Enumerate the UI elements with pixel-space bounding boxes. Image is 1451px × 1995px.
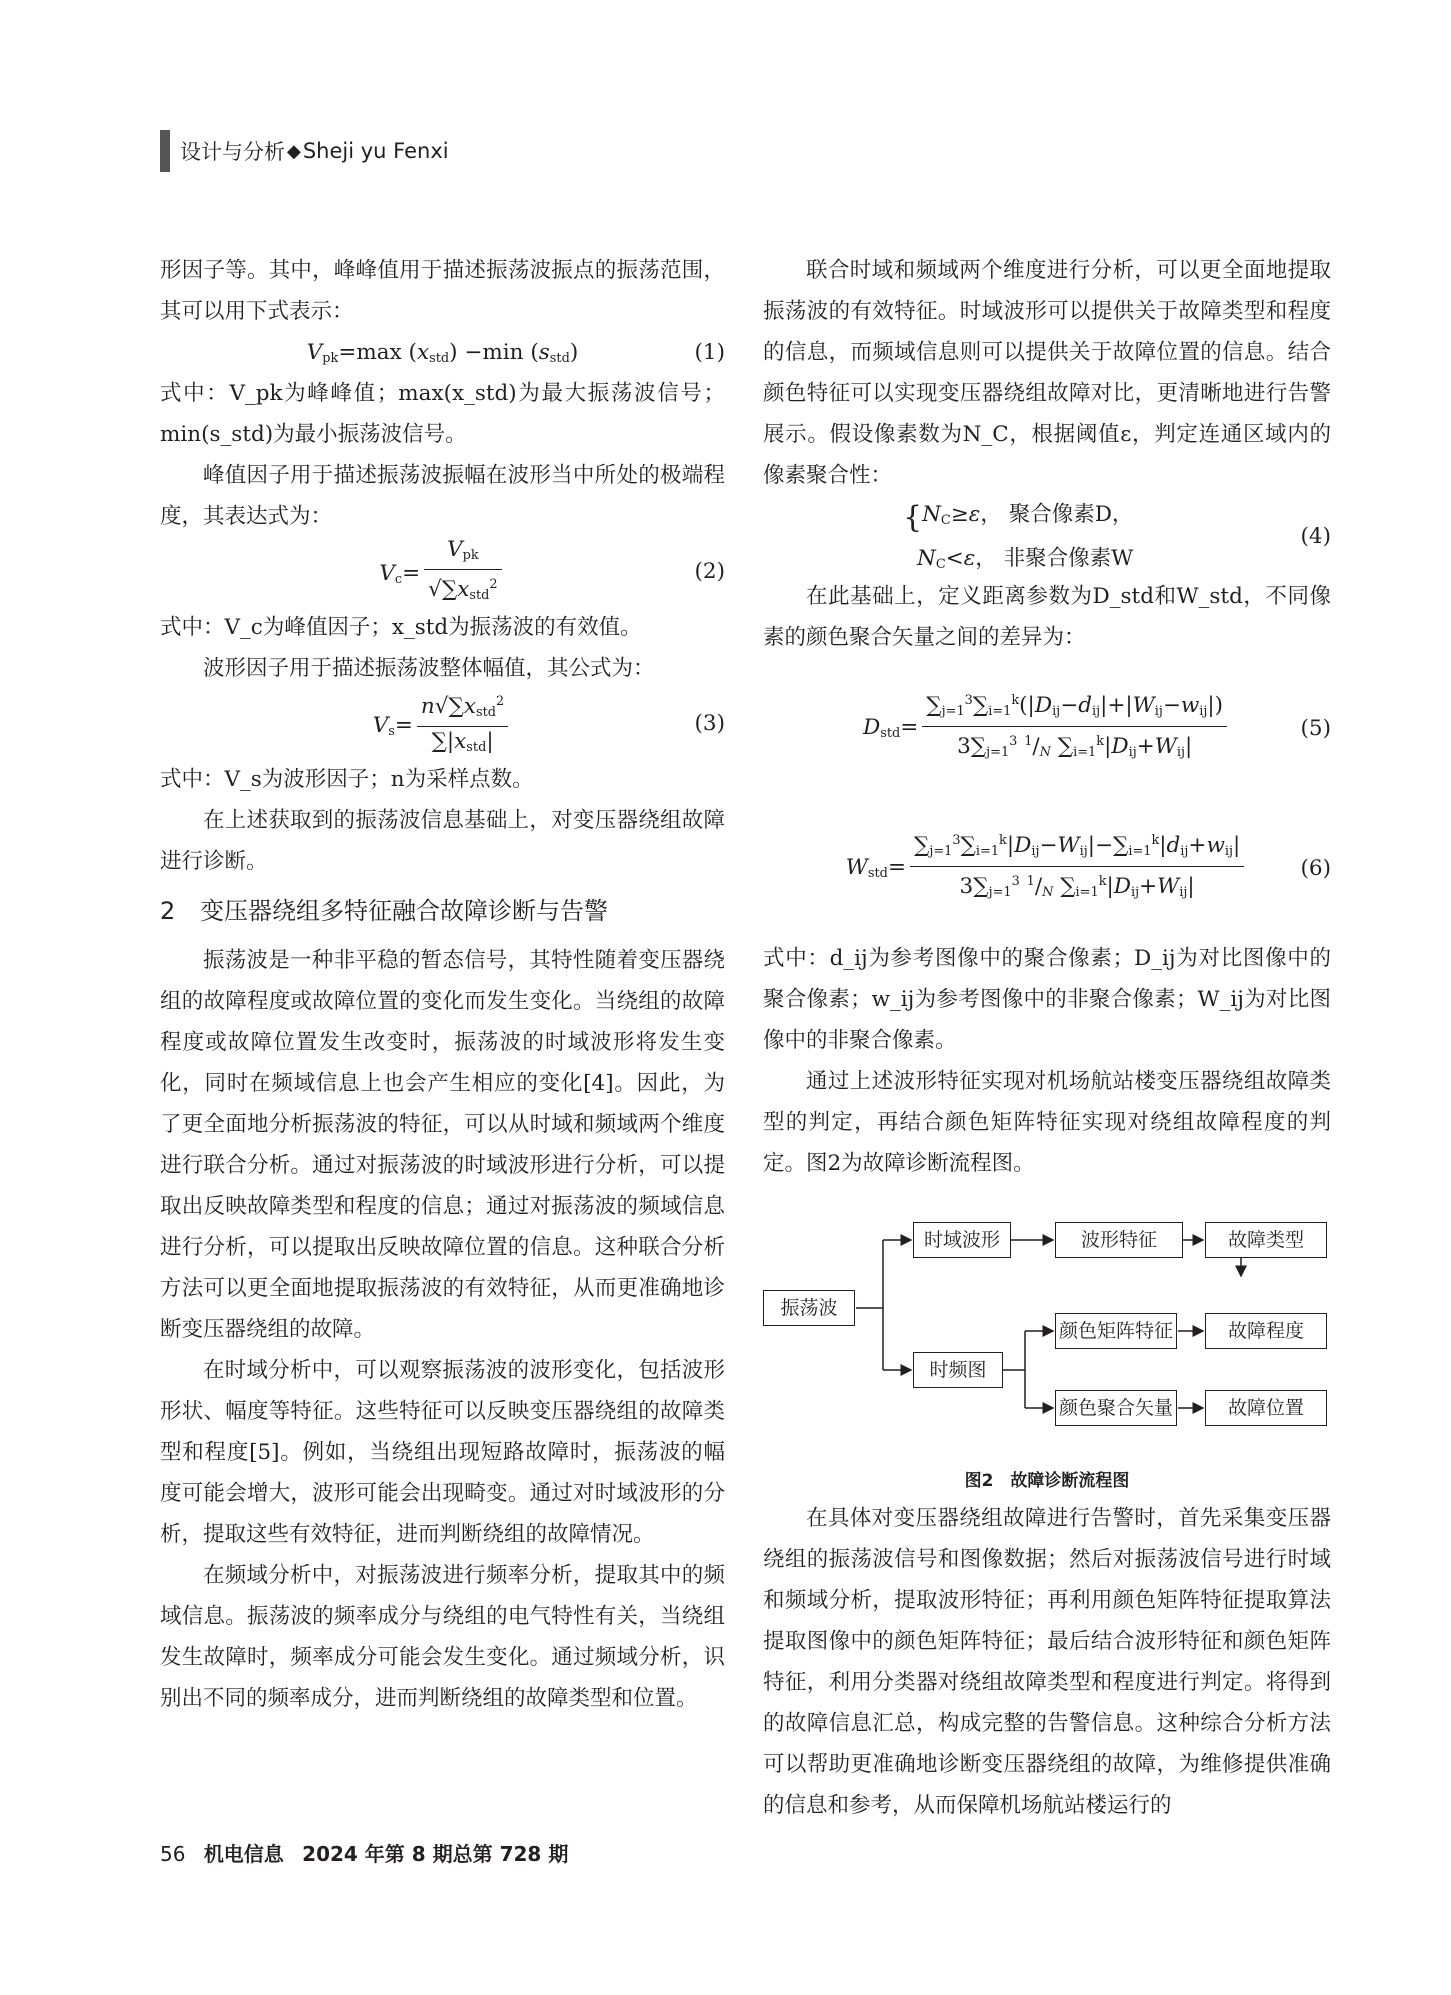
paragraph: 通过上述波形特征实现对机场航站楼变压器绕组故障类型的判定，再结合颜色矩阵特征实现对绕组故障程度的判定。图2为故障诊断流程图。 [763,1069,1331,1176]
figure-2-flowchart [763,1198,1331,1458]
equation-body: $V_c=$ $\frac{V_{pk}}{√\sum x_{std}^2}$ [160,537,725,615]
running-header [160,128,449,174]
node-time-domain: 时域波形 [913,1222,1011,1258]
page-footer [160,1838,568,1867]
equation-4 [763,496,1331,576]
diamond-icon: ◆ [287,140,301,162]
paragraph: 在频域分析中，对振荡波进行频率分析，提取其中的频域信息。振荡波的频率成分与绕组的电气特性有关，当绕组发生故障时，频率成分可能会发生变化。通过频域分析，识别出不同的频率成分，进而判断绕组的故障类型和位置。 [160,1563,725,1711]
equation-number: (2) [694,559,725,584]
equation-body: $V_{pk}=\max$ $(x_{std}) -\min$ $(s_{std})$ [306,340,579,366]
equation-body: $D_{std}=$ $\frac{\sum_{j=1}^3\sum_{i=1}^k(|D_{ij}-d_{ij}|+|W_{ij}-w_{ij}|)}{3\sum_{j=1}^3 ^1/_N \sum_{i=1}^k|D_{ij}+W_{ij}|}$ [763,658,1331,804]
paragraph: 联合时域和频域两个维度进行分析，可以更全面地提取振荡波的有效特征。时域波形可以提供关于故障类型和程度的信息，而频域信息则可以提供关于故障位置的信息。结合颜色特征可以实现变压器绕组故障对比，更清晰地进行告警展示。假设像素数为N_C，根据阈值ε，判定连通区域内的像素聚合性： [763,258,1331,488]
node-fault-type: 故障类型 [1205,1222,1327,1258]
header-section-pinyin: Sheji yu Fenxi [302,139,449,163]
page-number: 56 [160,1842,186,1866]
node-color-vector: 颜色聚合矢量 [1055,1390,1177,1426]
left-column [160,250,725,1719]
equation-3 [160,689,725,759]
equation-1 [160,332,725,373]
header-section-cn: 设计与分析 [180,140,285,164]
equation-6 [763,798,1331,938]
header-bar [160,130,170,172]
equation-body: {$N_C\ge\varepsilon$， 聚合像素D， $N_C<\varepsilon$， 非聚合像素W [903,500,1134,572]
node-color-matrix: 颜色矩阵特征 [1055,1313,1177,1349]
section-number: 2 [160,897,176,925]
figure-caption: 图2 故障诊断流程图 [964,1471,1130,1491]
equation-body: $V_s=$ $\frac{n√\sum x_{std}^2}{\sum|x_{std}|}$ [160,689,725,767]
paragraph: 在时域分析中，可以观察振荡波的波形变化，包括波形形状、幅度等特征。这些特征可以反映变压器绕组的故障类型和程度[5]。例如，当绕组出现短路故障时，振荡波的幅度可能会增大，波形可能会出现畸变。通过对时域波形的分析，提取这些有效特征，进而判断绕组的故障情况。 [160,1358,725,1547]
node-fault-location: 故障位置 [1205,1390,1327,1426]
paragraph: 在上述获取到的振荡波信息基础上，对变压器绕组故障进行诊断。 [160,808,725,874]
journal-name: 机电信息 [203,1842,284,1866]
node-fault-degree: 故障程度 [1205,1313,1327,1349]
journal-issue: 2024 年第 8 期总第 728 期 [302,1842,569,1866]
node-time-frequency: 时频图 [913,1352,1003,1388]
paragraph: 式中：d_ij为参考图像中的聚合像素；D_ij为对比图像中的聚合像素；w_ij为参考图像中的非聚合像素；W_ij为对比图像中的非聚合像素。 [763,946,1331,1053]
paragraph: 峰值因子用于描述振荡波振幅在波形当中所处的极端程度，其表达式为： [160,463,725,529]
paragraph: 形因子等。其中，峰峰值用于描述振荡波振点的振荡范围，其可以用下式表示： [160,258,725,324]
equation-5 [763,658,1331,798]
paragraph: 式中：V_c为峰值因子；x_std为振荡波的有效值。 [160,615,642,640]
equation-number: (4) [1300,524,1331,549]
equation-number: (3) [694,711,725,736]
node-waveform-feature: 波形特征 [1055,1222,1183,1258]
paragraph: 式中：V_s为波形因子；n为采样点数。 [160,767,534,792]
equation-number: (6) [1300,856,1331,881]
equation-2 [160,537,725,607]
equation-number: (5) [1300,716,1331,741]
equation-body: $W_{std}=$ $\frac{\sum_{j=1}^3\sum_{i=1}^k|D_{ij}-W_{ij}|-\sum_{i=1}^k|d_{ij}+w_{ij}|}{3\sum_{j=1}^3 ^1/_N \sum_{i=1}^k|D_{ij}+W_{ij}|}$ [763,798,1331,944]
section-title: 变压器绕组多特征融合故障诊断与告警 [200,897,608,925]
right-column [763,250,1331,1826]
paragraph: 振荡波是一种非平稳的暂态信号，其特性随着变压器绕组的故障程度或故障位置的变化而发生变化。当绕组的故障程度或故障位置发生改变时，振荡波的时域波形将发生变化，同时在频域信息上也会产生相应的变化[4]。因此，为了更全面地分析振荡波的特征，可以从时域和频域两个维度进行联合分析。通过对振荡波的时域波形进行分析，可以提取出反映故障类型和程度的信息；通过对振荡波的频域信息进行分析，可以提取出反映故障位置的信息。这种联合分析方法可以更全面地提取振荡波的有效特征，从而更准确地诊断变压器绕组的故障。 [160,948,725,1342]
paragraph: 波形因子用于描述振荡波整体幅值，其公式为： [203,656,655,681]
section-heading [160,886,725,936]
paragraph: 在具体对变压器绕组故障进行告警时，首先采集变压器绕组的振荡波信号和图像数据；然后对振荡波信号进行时域和频域分析，提取波形特征；再利用颜色矩阵特征提取算法提取图像中的颜色矩阵特征；最后结合波形特征和颜色矩阵特征，利用分类器对绕组故障类型和程度进行判定。将得到的故障信息汇总，构成完整的告警信息。这种综合分析方法可以帮助更准确地诊断变压器绕组的故障，为维修提供准确的信息和参考，从而保障机场航站楼运行的 [763,1506,1331,1818]
node-oscillation-wave: 振荡波 [763,1290,855,1326]
paragraph: 式中：V_pk为峰峰值；max(x_std)为最大振荡波信号；min(s_std)为最小振荡波信号。 [160,381,725,447]
paragraph: 在此基础上，定义距离参数为D_std和W_std，不同像素的颜色聚合矢量之间的差异为： [763,584,1331,650]
equation-number: (1) [694,340,725,365]
